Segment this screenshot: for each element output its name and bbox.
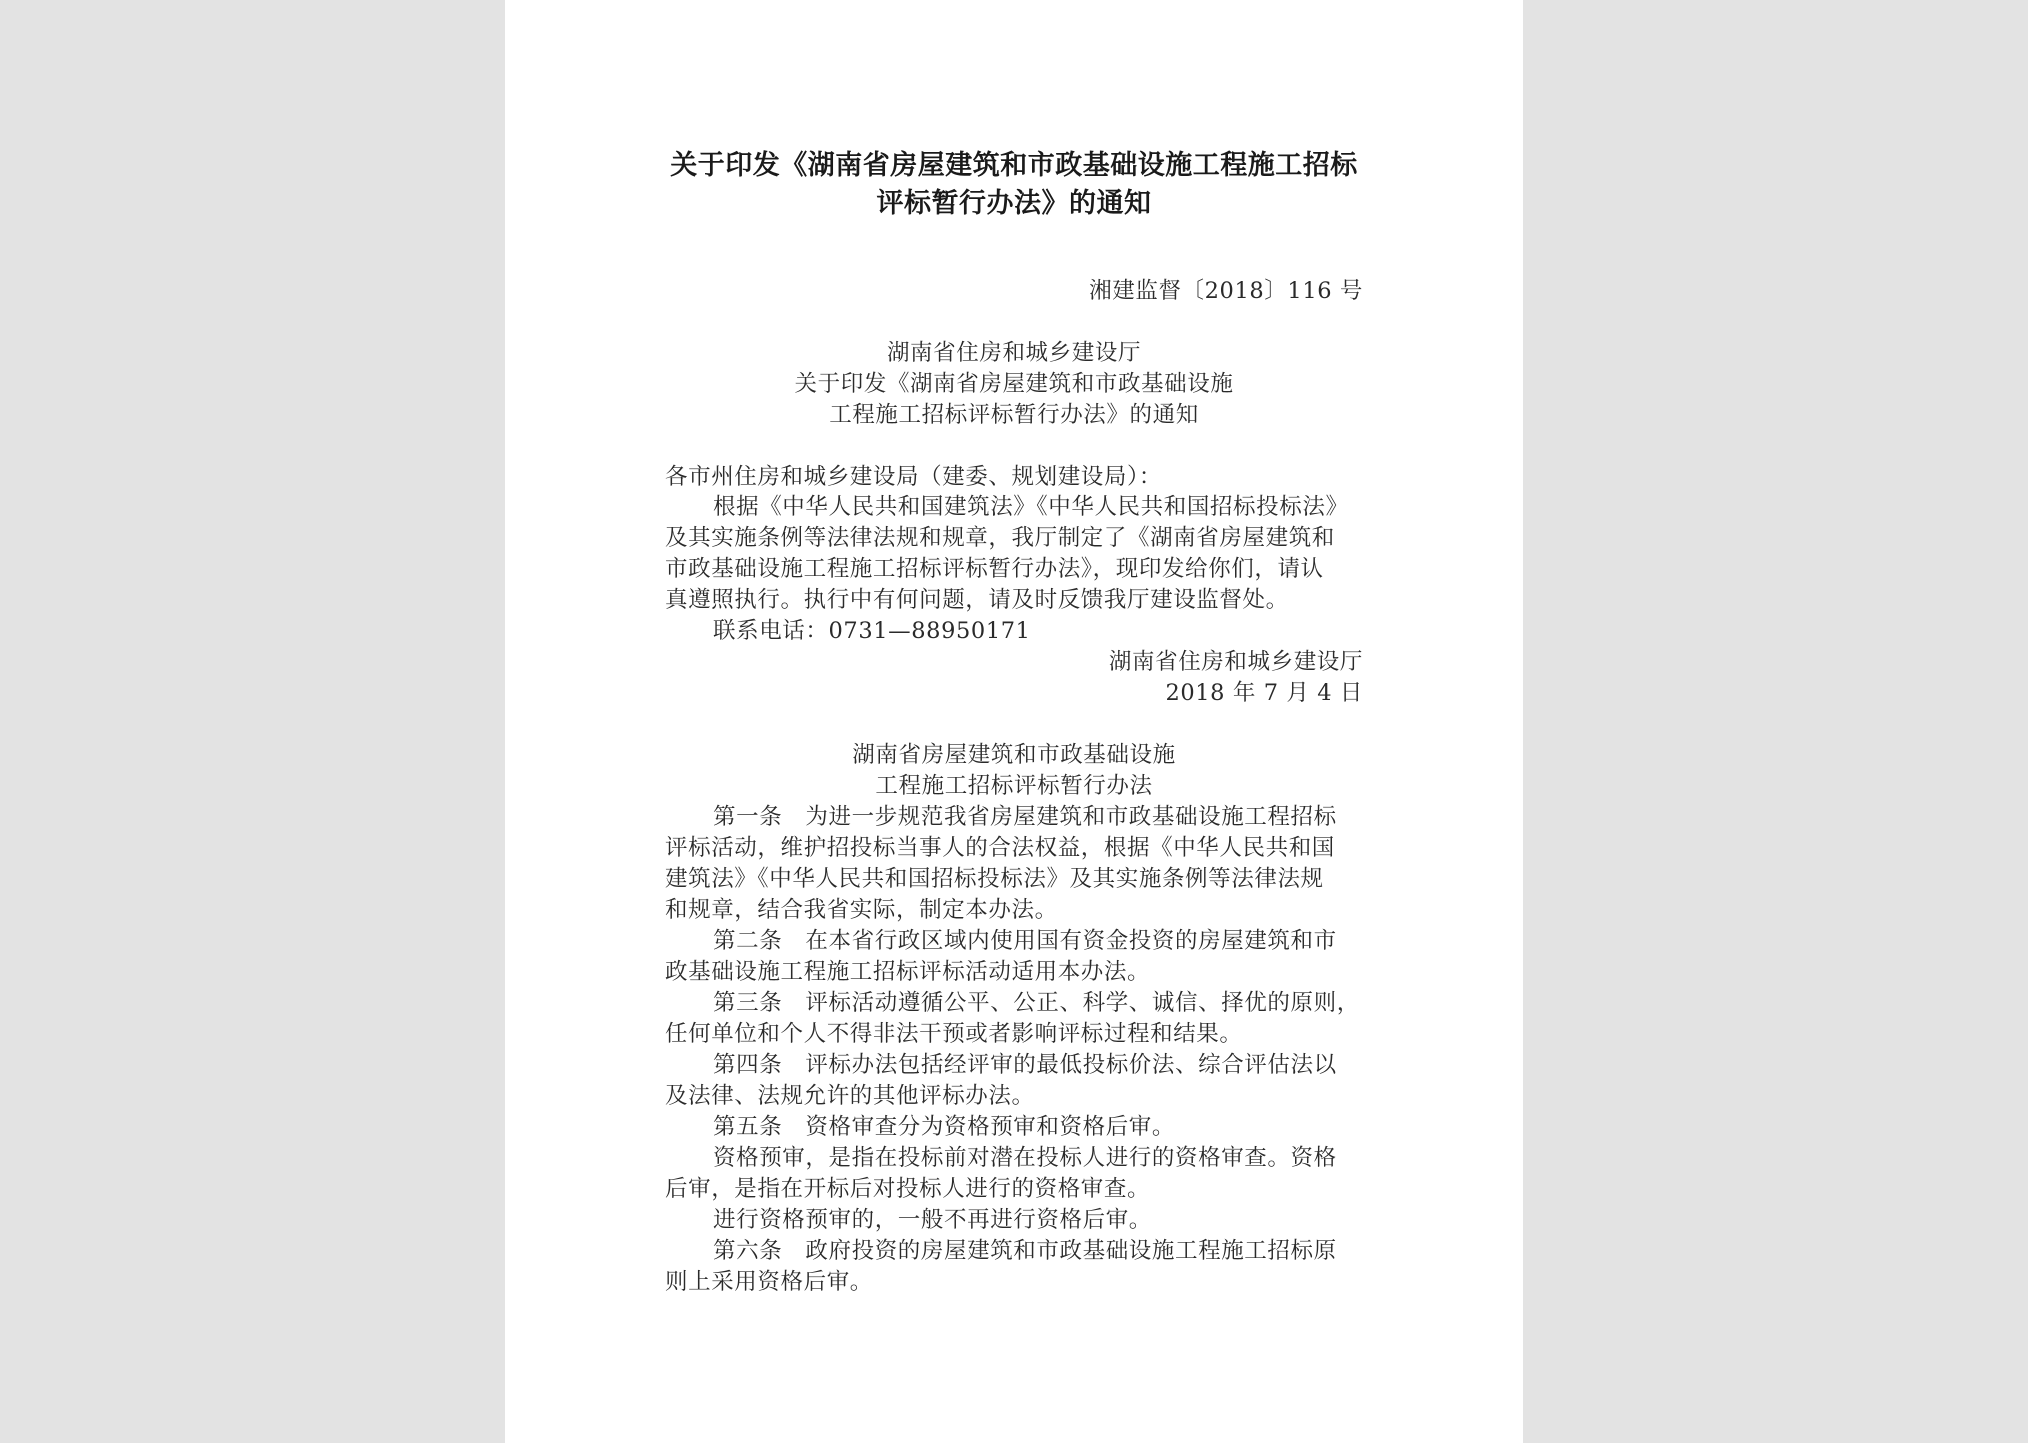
body-line-4: 真遵照执行。执行中有何问题，请及时反馈我厅建设监督处。 xyxy=(665,587,1289,613)
body-line-2: 及其实施条例等法律法规和规章，我厅制定了《湖南省房屋建筑和 xyxy=(665,525,1335,551)
article-line: 资格预审，是指在投标前对潜在投标人进行的资格审查。资格 xyxy=(713,1145,1337,1171)
article-line: 则上采用资格后审。 xyxy=(665,1269,873,1295)
article-line: 第六条 政府投资的房屋建筑和市政基础设施工程施工招标原 xyxy=(713,1238,1337,1264)
document-title-line-1: 关于印发《湖南省房屋建筑和市政基础设施工程施工招标 xyxy=(670,150,1358,181)
article-line: 第四条 评标办法包括经评审的最低投标价法、综合评估法以 xyxy=(713,1052,1337,1078)
article-line: 和规章，结合我省实际，制定本办法。 xyxy=(665,897,1058,923)
document-title-line-2: 评标暂行办法》的通知 xyxy=(876,188,1152,219)
article-line: 第一条 为进一步规范我省房屋建筑和市政基础设施工程招标 xyxy=(713,804,1337,830)
article-line: 第三条 评标活动遵循公平、公正、科学、诚信、择优的原则， xyxy=(713,990,1360,1016)
article-line: 进行资格预审的，一般不再进行资格后审。 xyxy=(713,1207,1152,1233)
addressee: 各市州住房和城乡建设局（建委、规划建设局）： xyxy=(665,464,1162,490)
article-line: 评标活动，维护招投标当事人的合法权益，根据《中华人民共和国 xyxy=(665,835,1335,861)
article-line: 后审，是指在开标后对投标人进行的资格审查。 xyxy=(665,1176,1151,1202)
measures-title-line-1: 湖南省房屋建筑和市政基础设施 xyxy=(852,742,1176,768)
article-line: 及法律、法规允许的其他评标办法。 xyxy=(665,1083,1035,1109)
document-page xyxy=(505,0,1523,1443)
measures-title-line-2: 工程施工招标评标暂行办法 xyxy=(875,773,1153,799)
article-line: 政基础设施工程施工招标评标活动适用本办法。 xyxy=(665,959,1151,985)
body-line-1: 根据《中华人民共和国建筑法》《中华人民共和国招标投标法》 xyxy=(713,494,1349,520)
contact-phone: 联系电话：0731—88950171 xyxy=(713,618,1031,644)
notice-subtitle-line-2: 工程施工招标评标暂行办法》的通知 xyxy=(829,402,1199,428)
article-line: 建筑法》《中华人民共和国招标投标法》及其实施条例等法律法规 xyxy=(665,866,1324,892)
article-line: 第五条 资格审查分为资格预审和资格后审。 xyxy=(713,1114,1176,1140)
signature: 湖南省住房和城乡建设厅 xyxy=(1108,649,1363,675)
signature-date: 2018 年 7 月 4 日 xyxy=(1165,680,1363,706)
article-line: 任何单位和个人不得非法干预或者影响评标过程和结果。 xyxy=(665,1021,1243,1047)
notice-subtitle-line-1: 关于印发《湖南省房屋建筑和市政基础设施 xyxy=(794,371,1234,397)
document-number: 湘建监督〔2018〕116 号 xyxy=(1089,278,1363,304)
issuer-heading: 湖南省住房和城乡建设厅 xyxy=(886,340,1142,366)
article-line: 第二条 在本省行政区域内使用国有资金投资的房屋建筑和市 xyxy=(713,928,1337,954)
body-line-3: 市政基础设施工程施工招标评标暂行办法》，现印发给你们，请认 xyxy=(665,556,1324,582)
